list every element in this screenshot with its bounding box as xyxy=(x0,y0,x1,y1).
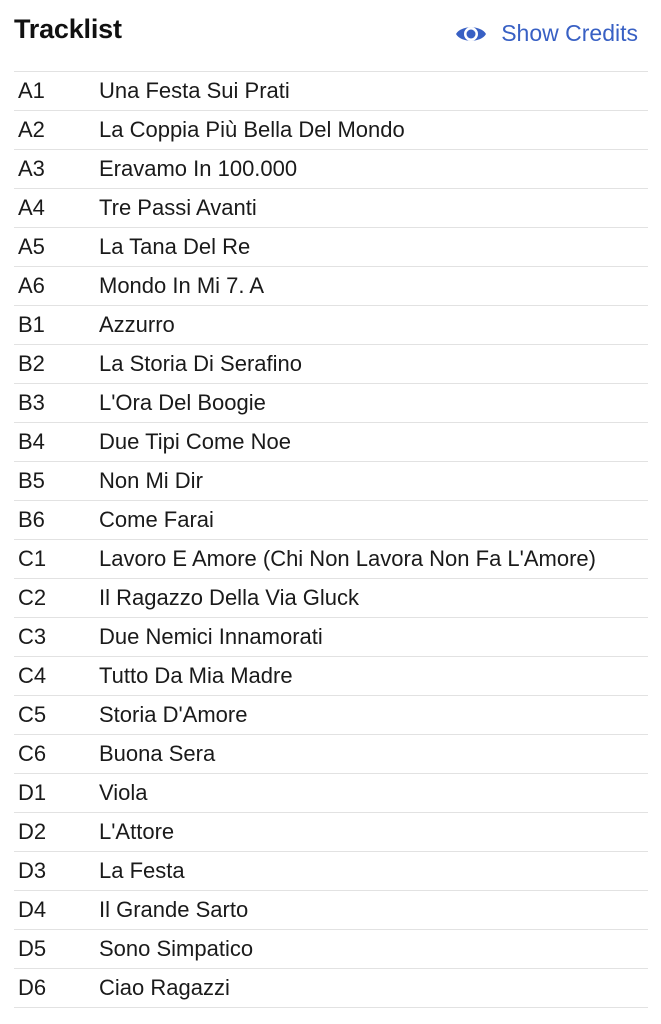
track-title: Due Nemici Innamorati xyxy=(99,624,323,649)
track-position: A3 xyxy=(18,156,45,181)
track-position: B5 xyxy=(18,468,45,493)
tracklist-table xyxy=(14,71,648,1008)
track-row xyxy=(14,657,648,696)
track-row xyxy=(14,306,648,345)
track-row xyxy=(14,618,648,657)
track-position: D4 xyxy=(18,897,47,922)
track-row xyxy=(14,111,648,150)
track-position: C6 xyxy=(18,741,47,766)
show-credits-label: Show Credits xyxy=(501,20,638,46)
eye-icon xyxy=(455,23,487,45)
track-title: Buona Sera xyxy=(99,741,216,766)
track-row xyxy=(14,345,648,384)
track-title: Azzurro xyxy=(99,312,175,337)
track-title: Come Farai xyxy=(99,507,214,532)
track-row xyxy=(14,267,648,306)
track-row xyxy=(14,540,648,579)
track-position: B6 xyxy=(18,507,45,532)
track-position: C4 xyxy=(18,663,47,688)
track-position: D1 xyxy=(18,780,47,805)
track-position: D5 xyxy=(18,936,47,961)
track-title: Il Grande Sarto xyxy=(99,897,249,922)
track-position: D2 xyxy=(18,819,47,844)
track-row xyxy=(14,891,648,930)
track-position: D6 xyxy=(18,975,47,1000)
track-title: Non Mi Dir xyxy=(99,468,203,493)
track-position: D3 xyxy=(18,858,47,883)
track-title: Mondo In Mi 7. A xyxy=(99,273,265,298)
track-title: Storia D'Amore xyxy=(99,702,248,727)
track-title: Ciao Ragazzi xyxy=(99,975,230,1000)
track-title: Sono Simpatico xyxy=(99,936,254,961)
track-title: Viola xyxy=(99,780,148,805)
track-title: L'Attore xyxy=(99,819,175,844)
track-row xyxy=(14,189,648,228)
track-row xyxy=(14,579,648,618)
track-position: C2 xyxy=(18,585,47,610)
track-title: Eravamo In 100.000 xyxy=(99,156,298,181)
track-position: B3 xyxy=(18,390,45,415)
track-row xyxy=(14,501,648,540)
track-row xyxy=(14,696,648,735)
track-title: La Coppia Più Bella Del Mondo xyxy=(99,117,405,142)
track-row xyxy=(14,423,648,462)
track-title: L'Ora Del Boogie xyxy=(99,390,266,415)
track-row xyxy=(14,150,648,189)
track-row xyxy=(14,72,648,111)
track-row xyxy=(14,462,648,501)
track-position: C3 xyxy=(18,624,47,649)
show-credits-button[interactable] xyxy=(455,20,638,47)
track-row xyxy=(14,852,648,891)
track-row xyxy=(14,735,648,774)
page-title: Tracklist xyxy=(14,14,122,44)
track-row xyxy=(14,969,648,1008)
track-title: Una Festa Sui Prati xyxy=(99,78,290,103)
track-row xyxy=(14,930,648,969)
track-position: B1 xyxy=(18,312,45,337)
track-position: C5 xyxy=(18,702,47,727)
track-row xyxy=(14,384,648,423)
track-row xyxy=(14,813,648,852)
track-title: La Tana Del Re xyxy=(99,234,251,259)
tracklist-header xyxy=(14,0,648,70)
track-title: La Storia Di Serafino xyxy=(99,351,302,376)
track-title: La Festa xyxy=(99,858,185,883)
track-title: Tutto Da Mia Madre xyxy=(99,663,293,688)
track-position: A6 xyxy=(18,273,45,298)
track-row xyxy=(14,774,648,813)
track-position: A5 xyxy=(18,234,45,259)
track-position: A1 xyxy=(18,78,45,103)
track-position: A4 xyxy=(18,195,45,220)
track-position: C1 xyxy=(18,546,47,571)
track-title: Il Ragazzo Della Via Gluck xyxy=(99,585,360,610)
track-title: Tre Passi Avanti xyxy=(99,195,257,220)
track-position: B2 xyxy=(18,351,45,376)
track-position: B4 xyxy=(18,429,45,454)
track-title: Due Tipi Come Noe xyxy=(99,429,291,454)
track-title: Lavoro E Amore (Chi Non Lavora Non Fa L'Amore) xyxy=(99,546,596,571)
track-row xyxy=(14,228,648,267)
track-position: A2 xyxy=(18,117,45,142)
